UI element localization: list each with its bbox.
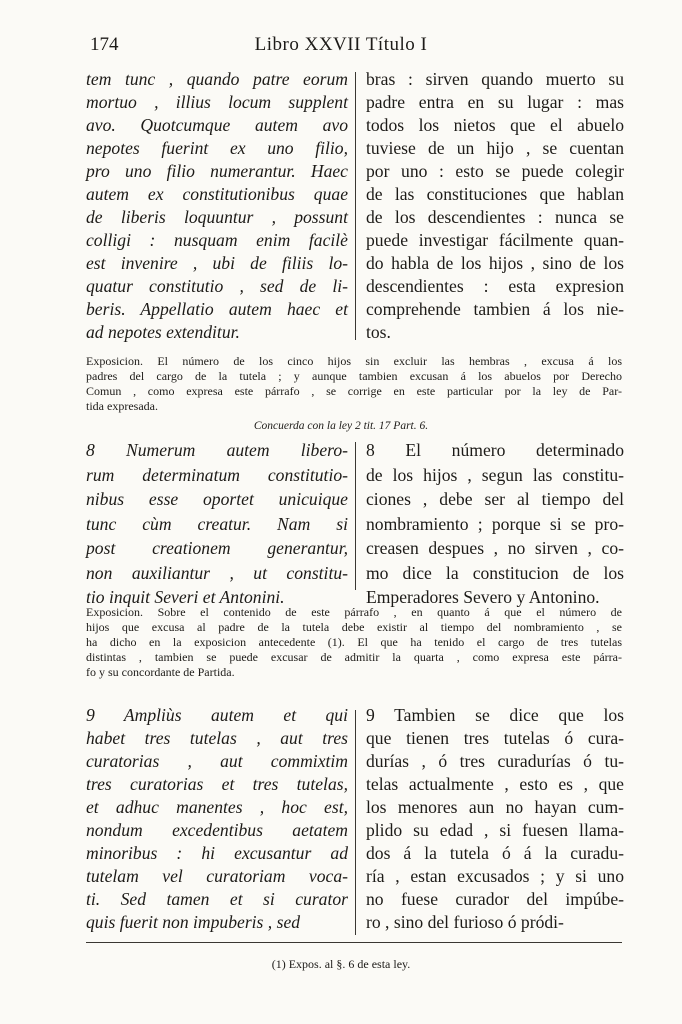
text-line: rum determinatum constitutio-	[86, 464, 348, 485]
text-line: ro , sino del furioso ó pródi-	[366, 912, 564, 932]
spanish-text-section-2	[366, 438, 624, 610]
text-line: nondum excedentibus aetatem	[86, 820, 348, 840]
text-line: nepotes fuerint ex uno filio,	[86, 138, 348, 158]
text-line: beris. Appellatio autem haec et	[86, 299, 348, 319]
text-line: Comun , como expresa este párrafo , se corrige en este particular por la ley de Par-	[86, 384, 622, 398]
text-line: nombramiento ; porque si se pro-	[366, 513, 624, 534]
footnote-rule	[86, 942, 622, 943]
spanish-text-section-1	[366, 68, 624, 344]
page-number: 174	[90, 34, 119, 55]
text-line: post creationem generantur,	[86, 538, 348, 558]
text-line: padre entra en su lugar : mas	[366, 92, 624, 112]
text-line: tutelam vel curatoriam voca-	[86, 866, 348, 886]
text-line: ad nepotes extenditur.	[86, 322, 240, 342]
text-line: tio inquit Severi et Antonini.	[86, 587, 285, 607]
text-line: comprehende tambien á los nie-	[366, 299, 624, 319]
text-line: los menores aun no hayan cum-	[366, 797, 624, 817]
text-line: tos.	[366, 322, 391, 342]
text-line: bras : sirven quando muerto su	[366, 69, 624, 89]
text-line: tida expresada.	[86, 399, 158, 413]
text-line: minoribus : hi excusantur ad	[86, 843, 348, 863]
text-line: ciones , debe ser al tiempo del	[366, 489, 624, 509]
text-line: habet tres tutelas , aut tres	[86, 728, 348, 748]
text-line: mortuo , illius locum supplent	[86, 92, 348, 112]
text-line: autem ex constitutionibus quae	[86, 184, 348, 204]
text-line: ha dicho en la exposicion antecedente (1). El que ha tenido el cargo de tres tutelas	[86, 635, 622, 649]
text-line: et adhuc manentes , hoc est,	[86, 797, 348, 817]
text-line: 8 El número determinado	[366, 440, 624, 460]
column-divider	[355, 72, 356, 340]
concordance-note: Concuerda con la ley 2 tit. 17 Part. 6.	[253, 420, 429, 432]
text-line: de las constituciones que hablan	[366, 184, 624, 204]
text-line: tem tunc , quando patre eorum	[86, 69, 348, 89]
text-line: curatorias , aut commixtim	[86, 751, 348, 771]
text-line: est invenire , ubi de filiis lo-	[86, 253, 348, 273]
text-line: por uno : esto se puede colegir	[366, 161, 624, 181]
text-line: dos á la tutela ó á la curadu-	[366, 843, 624, 863]
text-line: tunc cùm creatur. Nam si	[86, 513, 348, 534]
running-head: Libro XXVII Título I	[254, 34, 428, 55]
text-line: ti. Sed tamen et si curator	[86, 889, 348, 909]
text-line: ría , estan excusados ; y si uno	[366, 866, 624, 886]
text-line: tuviese de un hijo , se cuentan	[366, 138, 624, 158]
text-line: hijos que excusa al padre de la tutela debe existir al tiempo del nombramiento , se	[86, 620, 622, 634]
latin-text-section-2	[86, 438, 348, 610]
spanish-text-section-3	[366, 704, 624, 934]
text-line: tres curatorias et tres tutelas,	[86, 774, 348, 794]
text-line: mo dice la constitucion de los	[366, 562, 624, 583]
text-line: puede investigar fácilmente quan-	[366, 230, 624, 250]
text-line: de los descendientes : nunca se	[366, 207, 624, 227]
text-line: todos los nietos que el abuelo	[366, 115, 624, 135]
column-divider	[355, 710, 356, 935]
text-line: telas actualmente , esto es , que	[366, 774, 624, 794]
exposicion-note-2	[86, 605, 622, 680]
text-line: que tienen tres tutelas ó cura-	[366, 728, 624, 748]
text-line: distintas , tambien se puede excusar de admitir la quarta , como expresa este párra-	[86, 650, 622, 664]
text-line: quatur constitutio , sed de li-	[86, 276, 348, 296]
latin-text-section-3	[86, 704, 348, 934]
text-line: Emperadores Severo y Antonino.	[366, 587, 600, 607]
text-line: creasen despues , no sirven , co-	[366, 538, 624, 558]
text-line: fo y su concordante de Partida.	[86, 665, 235, 679]
text-line: do habla de los hijos , sino de los	[366, 253, 624, 273]
text-line: de liberis loquuntur , possunt	[86, 207, 348, 227]
text-line: plido su edad , si fuesen llama-	[366, 820, 624, 840]
text-line: pro uno filio numerantur. Haec	[86, 161, 348, 181]
exposicion-note-1	[86, 354, 622, 414]
text-line: colligi : nusquam enim facilè	[86, 230, 348, 250]
text-line: Exposicion. Sobre el contenido de este párrafo , en quanto á que el número de	[86, 605, 622, 619]
text-line: 9 Tambien se dice que los	[366, 705, 624, 725]
text-line: 8 Numerum autem libero-	[86, 440, 348, 460]
text-line: 9 Ampliùs autem et qui	[86, 705, 348, 725]
text-line: no fuese curador del impúbe-	[366, 889, 624, 909]
text-line: nibus esse oportet unicuique	[86, 489, 348, 509]
latin-text-section-1	[86, 68, 348, 344]
footnote: (1) Expos. al §. 6 de esta ley.	[271, 957, 411, 971]
text-line: de los hijos , segun las constitu-	[366, 464, 624, 485]
text-line: avo. Quotcumque autem avo	[86, 115, 348, 135]
column-divider	[355, 442, 356, 590]
text-line: descendientes : esta expresion	[366, 276, 624, 296]
text-line: non auxiliantur , ut constitu-	[86, 562, 348, 583]
text-line: durías , ó tres curadurías ó tu-	[366, 751, 624, 771]
text-line: quis fuerit non impuberis , sed	[86, 912, 301, 932]
text-line: padres del cargo de la tutela ; y aunque tambien excusan á los abuelos por Derecho	[86, 369, 622, 383]
text-line: Exposicion. El número de los cinco hijos sin excluir las hembras , excusa á los	[86, 354, 622, 368]
